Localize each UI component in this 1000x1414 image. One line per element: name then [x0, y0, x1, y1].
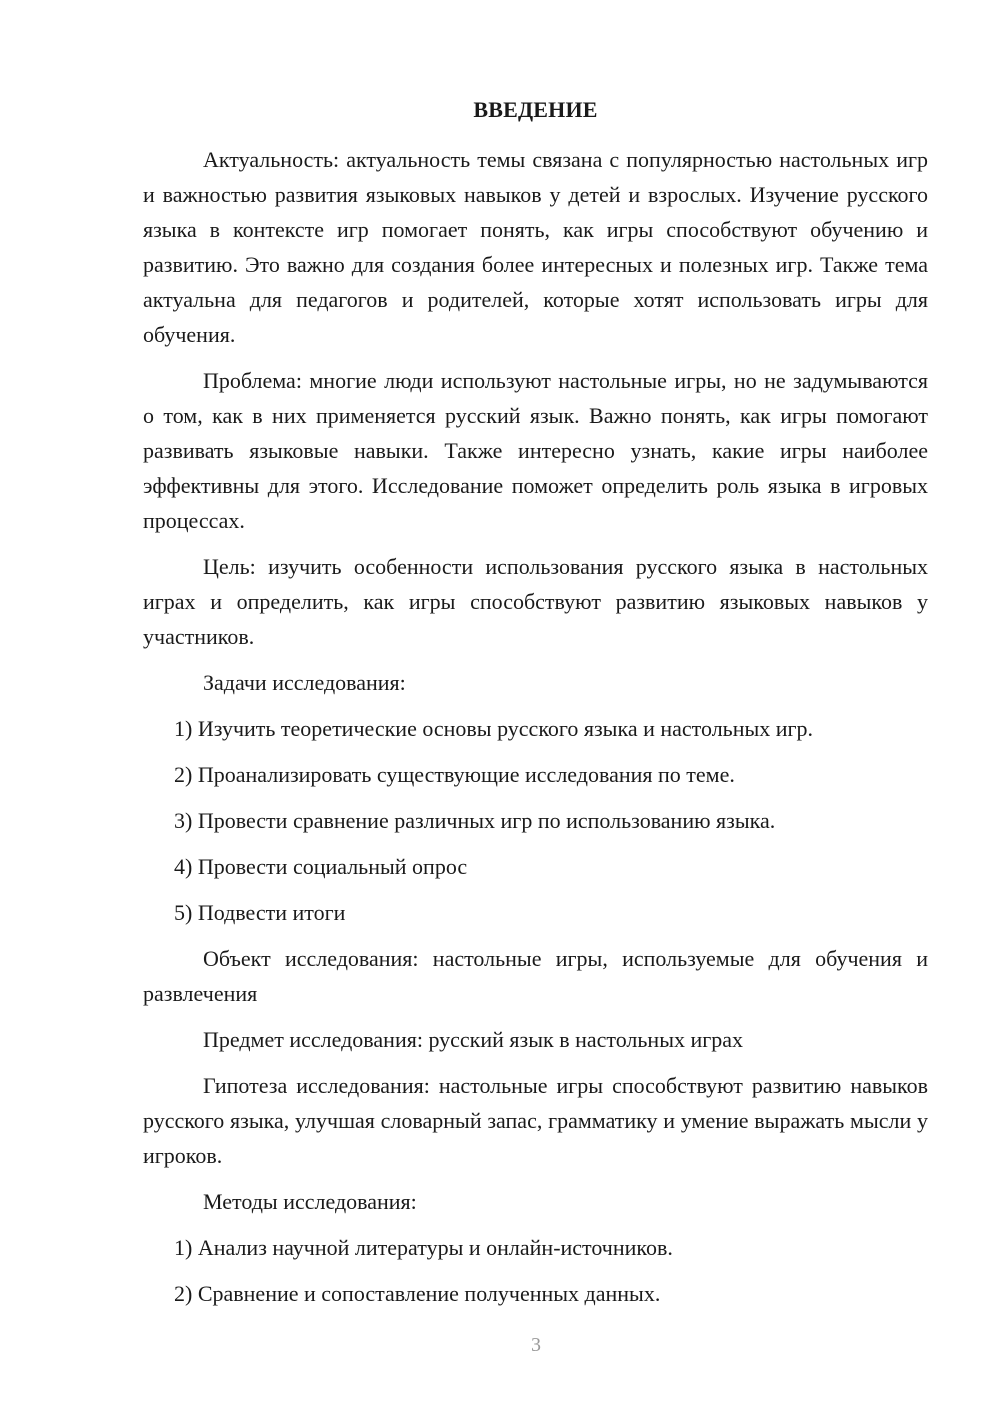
task-item-4: 4) Провести социальный опрос [174, 854, 468, 879]
task-item-2: 2) Проанализировать существующие исследования по теме. [174, 762, 735, 787]
task-item-5: 5) Подвести итоги [174, 900, 346, 925]
paragraph-subject: Предмет исследования: русский язык в настольных играх [203, 1027, 744, 1052]
method-item-1: 1) Анализ научной литературы и онлайн-источников. [174, 1235, 673, 1260]
methods-heading: Методы исследования: [203, 1189, 417, 1214]
paragraph-problem: Проблема: многие люди используют настольные игры, но не задумываются о том, как в них применяется русский язык. Важно понять, как игры помогают развивать языковые навыки. Также интересно узнать, какие игры наиболее эффективны для этого. Исследование поможет определить роль языка в игровых процессах. [143, 368, 928, 533]
method-item-2: 2) Сравнение и сопоставление полученных данных. [174, 1281, 661, 1306]
task-item-1: 1) Изучить теоретические основы русского языка и настольных игр. [174, 716, 814, 741]
paragraph-object: Объект исследования: настольные игры, используемые для обучения и развлечения [143, 946, 928, 1006]
paragraph-goal: Цель: изучить особенности использования русского языка в настольных играх и определить, как игры способствуют развитию языковых навыков у участников. [143, 554, 928, 649]
paragraph-relevance: Актуальность: актуальность темы связана с популярностью настольных игр и важностью развития языковых навыков у детей и взрослых. Изучение русского языка в контексте игр помогает понять, как игры способствуют обучению и развитию. Это важно для создания более интересных и полезных игр. Также тема актуальна для педагогов и родителей, которые хотят использовать игры для обучения. [143, 147, 928, 347]
paragraph-hypothesis: Гипотеза исследования: настольные игры способствуют развитию навыков русского языка, улучшая словарный запас, грамматику и умение выражать мысли у игроков. [143, 1073, 928, 1168]
tasks-heading: Задачи исследования: [203, 670, 406, 695]
page-title: ВВЕДЕНИЕ [473, 97, 598, 122]
page-number: 3 [531, 1334, 541, 1356]
task-item-3: 3) Провести сравнение различных игр по использованию языка. [174, 808, 776, 833]
document-page [143, 92, 928, 1311]
